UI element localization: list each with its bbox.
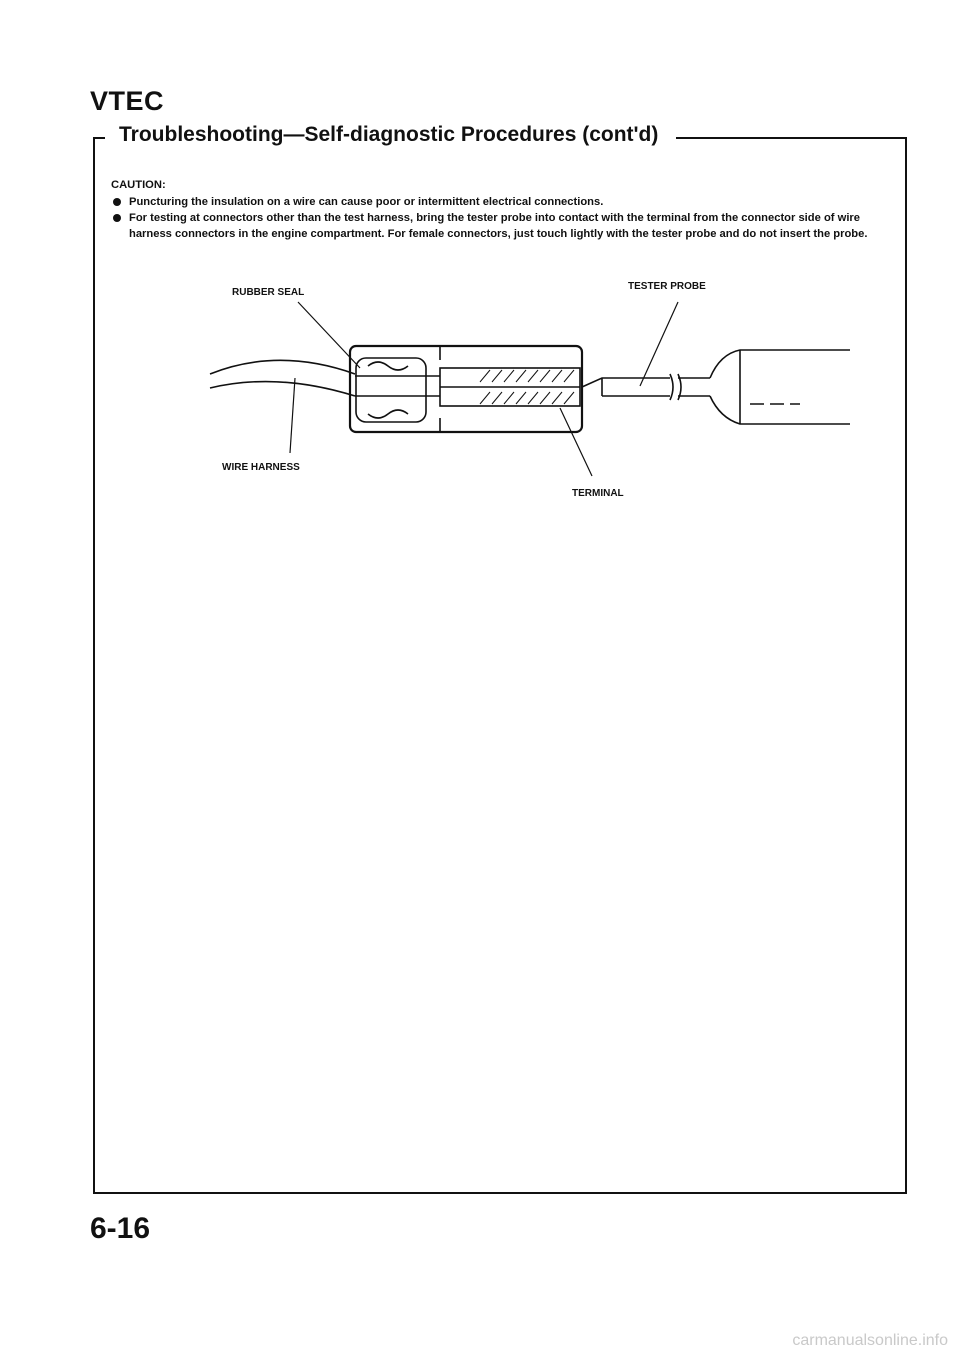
caution-list <box>111 194 901 242</box>
label-terminal: TERMINAL <box>572 488 624 499</box>
connector-probe-diagram <box>190 278 860 508</box>
section-title: VTEC <box>90 86 165 116</box>
frame-top-rule-left <box>93 137 105 139</box>
wire-harness-cable-lower <box>210 382 355 396</box>
page-number: 6-16 <box>90 1212 151 1245</box>
caution-item: For testing at connectors other than the test harness, bring the tester probe into contact with the terminal from the connector side of wire harness connectors in the engine compartment. For female connectors, just touch lightly with the tester probe and do not insert the probe. <box>111 210 901 242</box>
label-rubber-seal: RUBBER SEAL <box>232 287 305 298</box>
caution-block <box>111 177 901 242</box>
watermark: carmanualsonline.info <box>792 1332 948 1349</box>
frame-top-rule-right <box>676 137 907 139</box>
page-subtitle: Troubleshooting—Self-diagnostic Procedures (cont'd) <box>119 123 659 146</box>
caution-item: Puncturing the insulation on a wire can cause poor or intermittent electrical connections. <box>111 194 901 210</box>
label-tester-probe: TESTER PROBE <box>628 281 706 292</box>
tester-probe-tip <box>582 378 670 396</box>
label-wire-harness: WIRE HARNESS <box>222 462 300 473</box>
leader-rubber-seal <box>298 302 360 368</box>
leader-tester-probe <box>640 302 678 386</box>
caution-heading: CAUTION: <box>111 179 166 191</box>
leader-wire-harness <box>290 378 295 453</box>
wire-harness-cable <box>210 360 355 374</box>
connector-housing <box>350 346 582 432</box>
tester-probe-handle <box>710 350 850 424</box>
leader-terminal <box>560 408 592 476</box>
